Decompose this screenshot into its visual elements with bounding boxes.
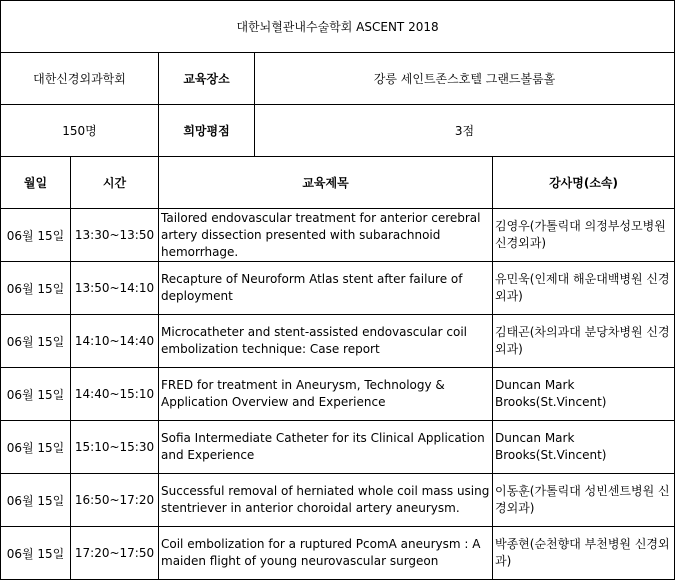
session-date: 06월 15일 — [1, 527, 71, 580]
table-row — [1, 262, 675, 315]
session-date: 06월 15일 — [1, 368, 71, 421]
venue-label: 교육장소 — [159, 53, 255, 105]
col-date-header: 월일 — [1, 157, 71, 209]
session-topic: Sofia Intermediate Catheter for its Clinical Application and Experience — [159, 421, 493, 474]
session-topic: Successful removal of herniated whole coil mass using stentriever in anterior choroidal artery aneurysm. — [159, 474, 493, 527]
table-row — [1, 315, 675, 368]
session-time: 15:10~15:30 — [71, 421, 159, 474]
session-date: 06월 15일 — [1, 315, 71, 368]
table-row — [1, 209, 675, 262]
col-time-header: 시간 — [71, 157, 159, 209]
credit-label: 희망평점 — [159, 105, 255, 157]
session-topic: Microcatheter and stent-assisted endovascular coil embolization technique: Case report — [159, 315, 493, 368]
credit-row — [1, 105, 675, 157]
session-lecturer: 유민욱(인제대 해운대백병원 신경외과) — [493, 262, 675, 315]
session-time: 16:50~17:20 — [71, 474, 159, 527]
column-header-row — [1, 157, 675, 209]
col-topic-header: 교육제목 — [159, 157, 493, 209]
venue-row — [1, 53, 675, 105]
session-lecturer: Duncan Mark Brooks(St.Vincent) — [493, 368, 675, 421]
session-time: 14:10~14:40 — [71, 315, 159, 368]
table-row — [1, 527, 675, 580]
session-topic: Recapture of Neuroform Atlas stent after failure of deployment — [159, 262, 493, 315]
session-date: 06월 15일 — [1, 421, 71, 474]
session-topic: Coil embolization for a ruptured PcomA aneurysm : A maiden flight of young neurovascular surgeon — [159, 527, 493, 580]
session-date: 06월 15일 — [1, 209, 71, 262]
session-lecturer: Duncan Mark Brooks(St.Vincent) — [493, 421, 675, 474]
session-time: 13:30~13:50 — [71, 209, 159, 262]
credit: 3점 — [255, 105, 675, 157]
organizer: 대한신경외과학회 — [1, 53, 159, 105]
table-row — [1, 368, 675, 421]
table-row — [1, 421, 675, 474]
table-row — [1, 474, 675, 527]
session-lecturer: 박종현(순천향대 부천병원 신경외과) — [493, 527, 675, 580]
session-lecturer: 이동훈(가톨릭대 성빈센트병원 신경외과) — [493, 474, 675, 527]
col-lecturer-header: 강사명(소속) — [493, 157, 675, 209]
session-time: 14:40~15:10 — [71, 368, 159, 421]
session-lecturer: 김영우(가톨릭대 의정부성모병원 신경외과) — [493, 209, 675, 262]
session-time: 13:50~14:10 — [71, 262, 159, 315]
title-row — [1, 1, 675, 53]
event-title: 대한뇌혈관내수술학회 ASCENT 2018 — [1, 1, 675, 53]
session-lecturer: 김태곤(차의과대 분당차병원 신경외과) — [493, 315, 675, 368]
venue: 강릉 세인트존스호텔 그랜드볼룸홀 — [255, 53, 675, 105]
session-topic: FRED for treatment in Aneurysm, Technology & Application Overview and Experience — [159, 368, 493, 421]
capacity: 150명 — [1, 105, 159, 157]
session-time: 17:20~17:50 — [71, 527, 159, 580]
session-date: 06월 15일 — [1, 262, 71, 315]
session-date: 06월 15일 — [1, 474, 71, 527]
session-topic: Tailored endovascular treatment for anterior cerebral artery dissection presented with subarachnoid hemorrhage. — [159, 209, 493, 262]
